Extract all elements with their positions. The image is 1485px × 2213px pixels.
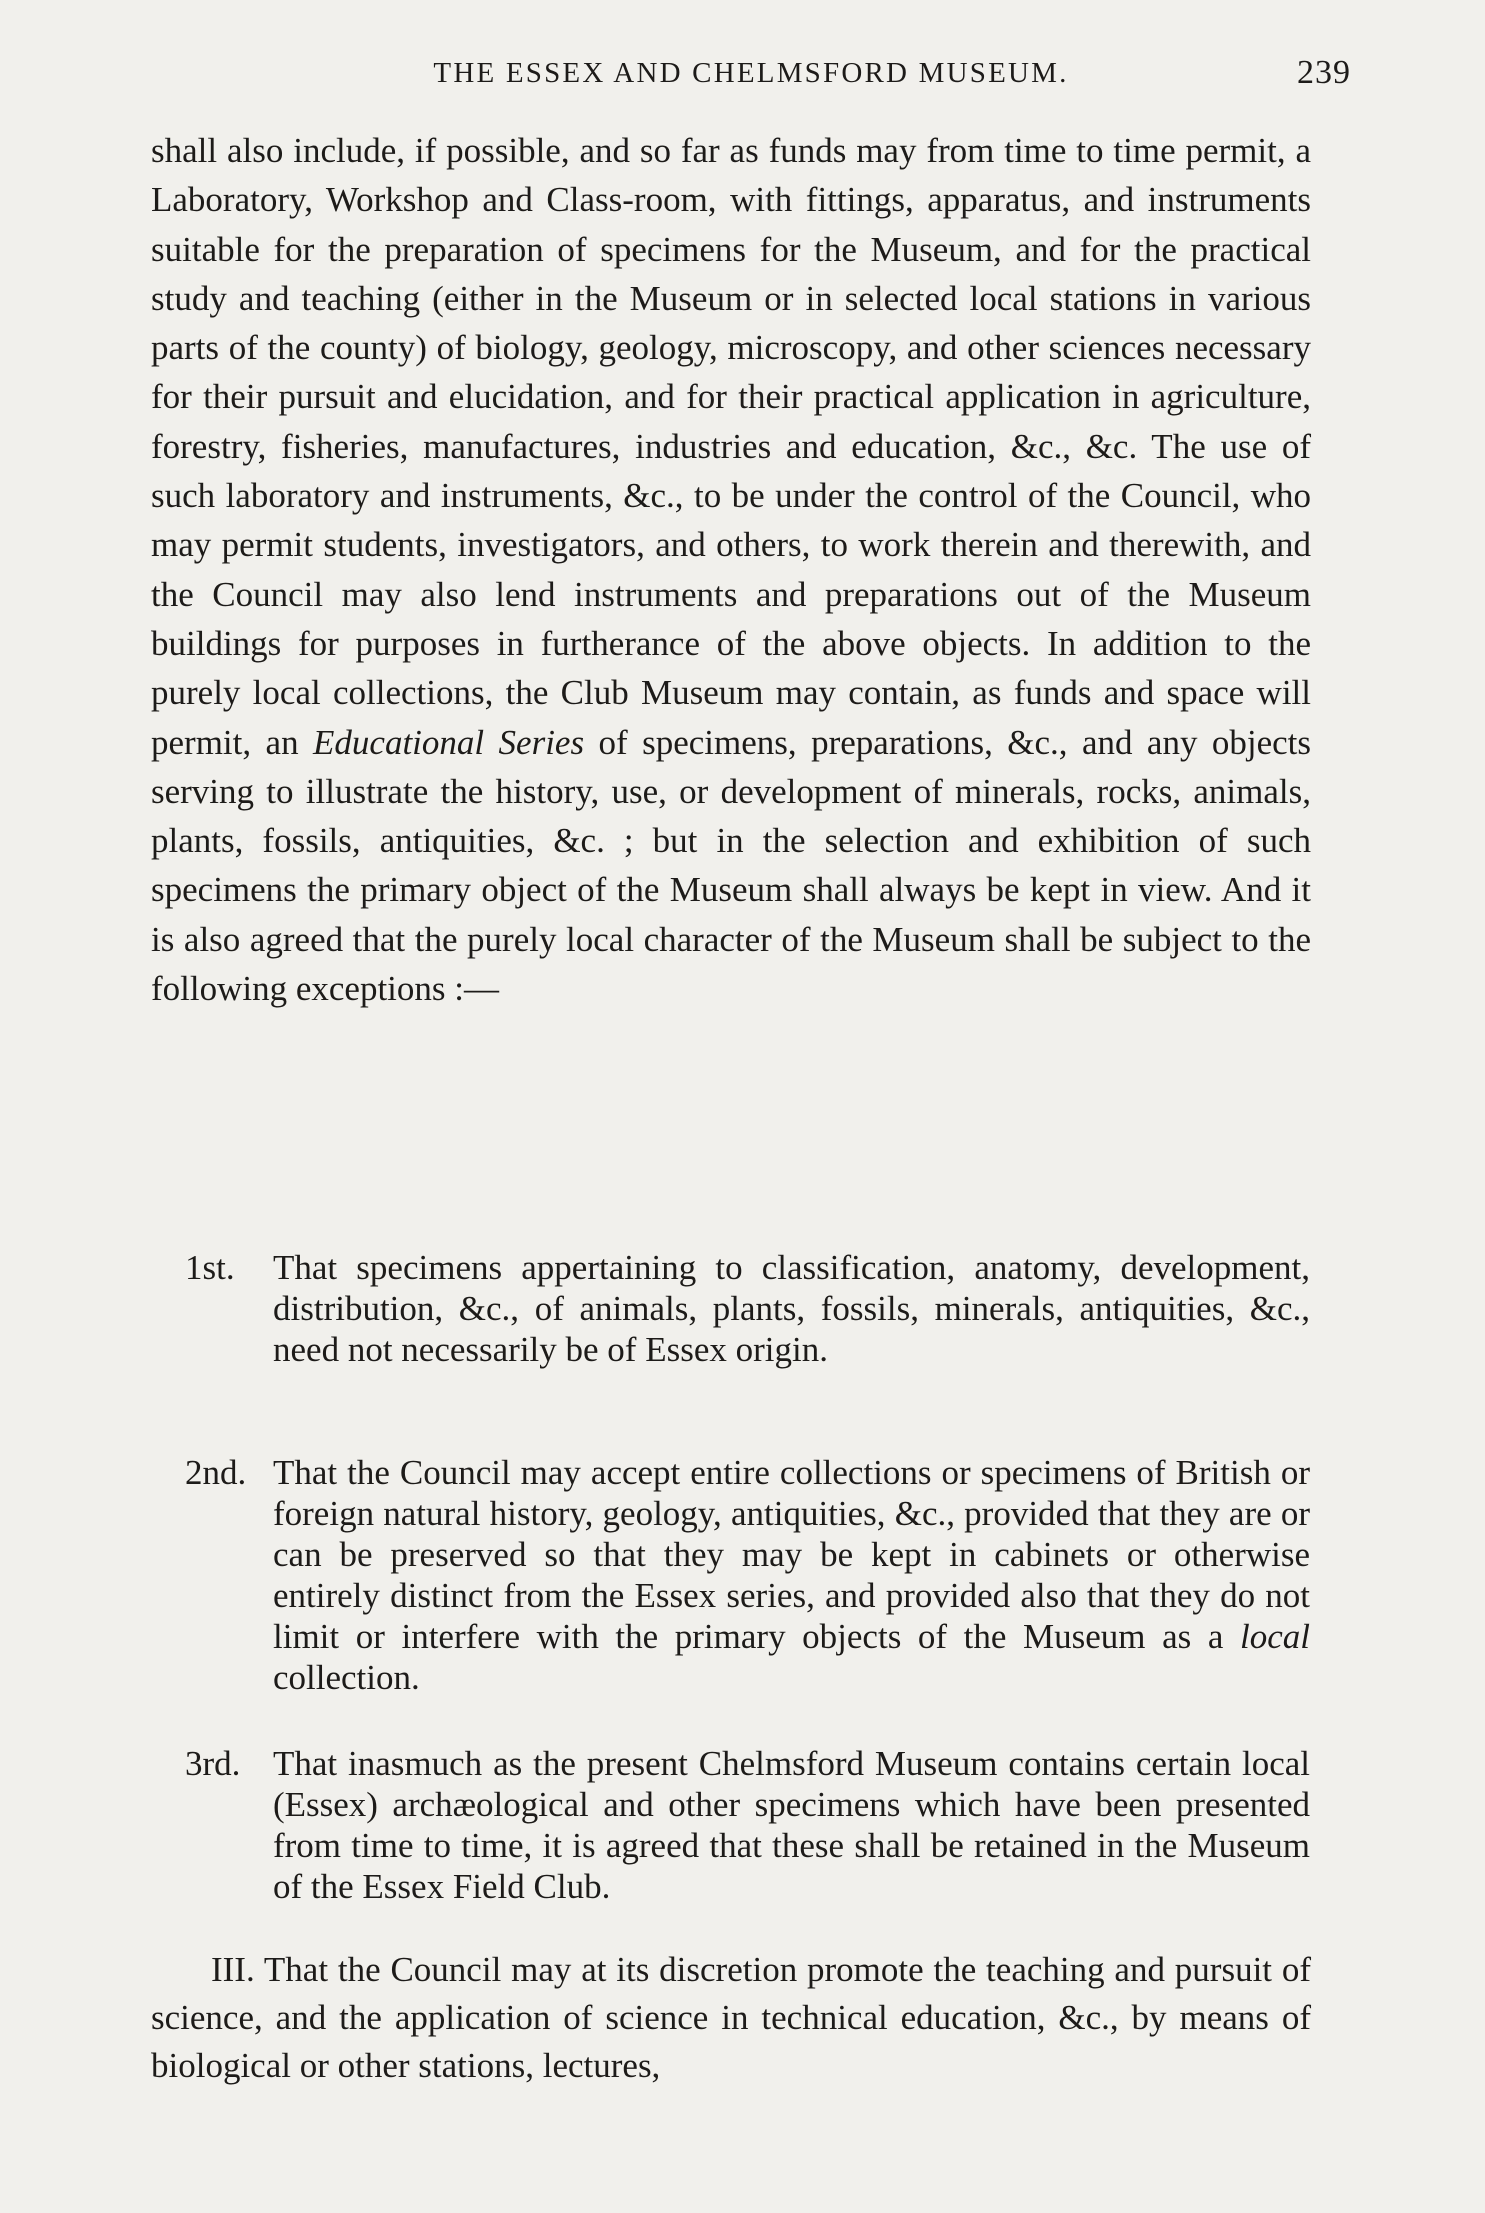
exception-text-end: collection. bbox=[273, 1658, 420, 1697]
exception-number: 3rd. bbox=[185, 1744, 241, 1783]
main-paragraph-text: shall also include, if possible, and so far as funds may from time to time permit, a Laboratory, Workshop and Class-room, with fittings, apparatus, and instruments suitable for the preparation of specimens for the Museum, and for the practical study and teaching (either in the Museum or in selected local stations in various parts of the county) of biology, geology, microscopy, and other sciences necessary for their pursuit and elucidation, and for their practical application in agriculture, forestry, fisheries, manufactures, industries and education, &c., &c. The use of such laboratory and instruments, &c., to be under the control of the Council, who may permit students, investigators, and others, to work therein and therewith, and the Council may also lend instruments and preparations out of the Museum buildings for purposes in furtherance of the above objects. In addition to the purely local collections, the Club Museum may contain, as funds and space will permit, an bbox=[151, 131, 1311, 762]
main-paragraph bbox=[151, 126, 1311, 1013]
section-three-paragraph bbox=[151, 1946, 1311, 2090]
exception-item-first bbox=[185, 1247, 1310, 1370]
main-paragraph-continuation: of specimens, preparations, &c., and any objects serving to illustrate the history, use, or development of minerals, rocks, animals, plants, fossils, antiquities, &c. ; but in the selection and exhibition of such specimens the primary object of the Museum shall always be kept in view. And it is also agreed that the purely local character of the Museum shall be subject to the following exceptions :— bbox=[151, 722, 1312, 1009]
section-three-text: That the Council may at its discretion promote the teaching and pursuit of science, and the application of science in technical education, &c., by means of biological or other stations, lectures, bbox=[151, 1950, 1311, 2085]
exception-item-third bbox=[185, 1743, 1310, 1907]
exception-text: That inasmuch as the present Chelmsford Museum contains certain local (Essex) archæological and other specimens which have been presented from time to time, it is agreed that these shall be retained in the Museum of the Essex Field Club. bbox=[273, 1744, 1310, 1906]
section-label: III. bbox=[211, 1950, 255, 1989]
exception-text: That specimens appertaining to classification, anatomy, development, distribution, &c., of animals, plants, fossils, minerals, antiquities, &c., need not necessarily be of Essex origin. bbox=[273, 1248, 1310, 1369]
running-head-title: THE ESSEX AND CHELMSFORD MUSEUM. bbox=[433, 57, 1069, 89]
main-paragraph-italic-phrase: Educational Series bbox=[313, 722, 585, 762]
exception-number: 1st. bbox=[185, 1248, 235, 1287]
exception-number: 2nd. bbox=[185, 1453, 247, 1492]
exception-italic-word: local bbox=[1240, 1617, 1311, 1656]
running-head bbox=[151, 50, 1351, 96]
exception-text-start: That the Council may accept entire collections or specimens of British or foreign natural history, geology, antiquities, &c., provided that they are or can be preserved so that they may be kept in cabinets or otherwise entirely distinct from the Essex series, and provided also that they do not limit or interfere with the primary objects of the Museum as a bbox=[273, 1453, 1310, 1656]
page-number: 239 bbox=[1297, 54, 1351, 91]
exception-text bbox=[273, 1452, 1310, 1698]
exception-item-second bbox=[185, 1452, 1310, 1698]
